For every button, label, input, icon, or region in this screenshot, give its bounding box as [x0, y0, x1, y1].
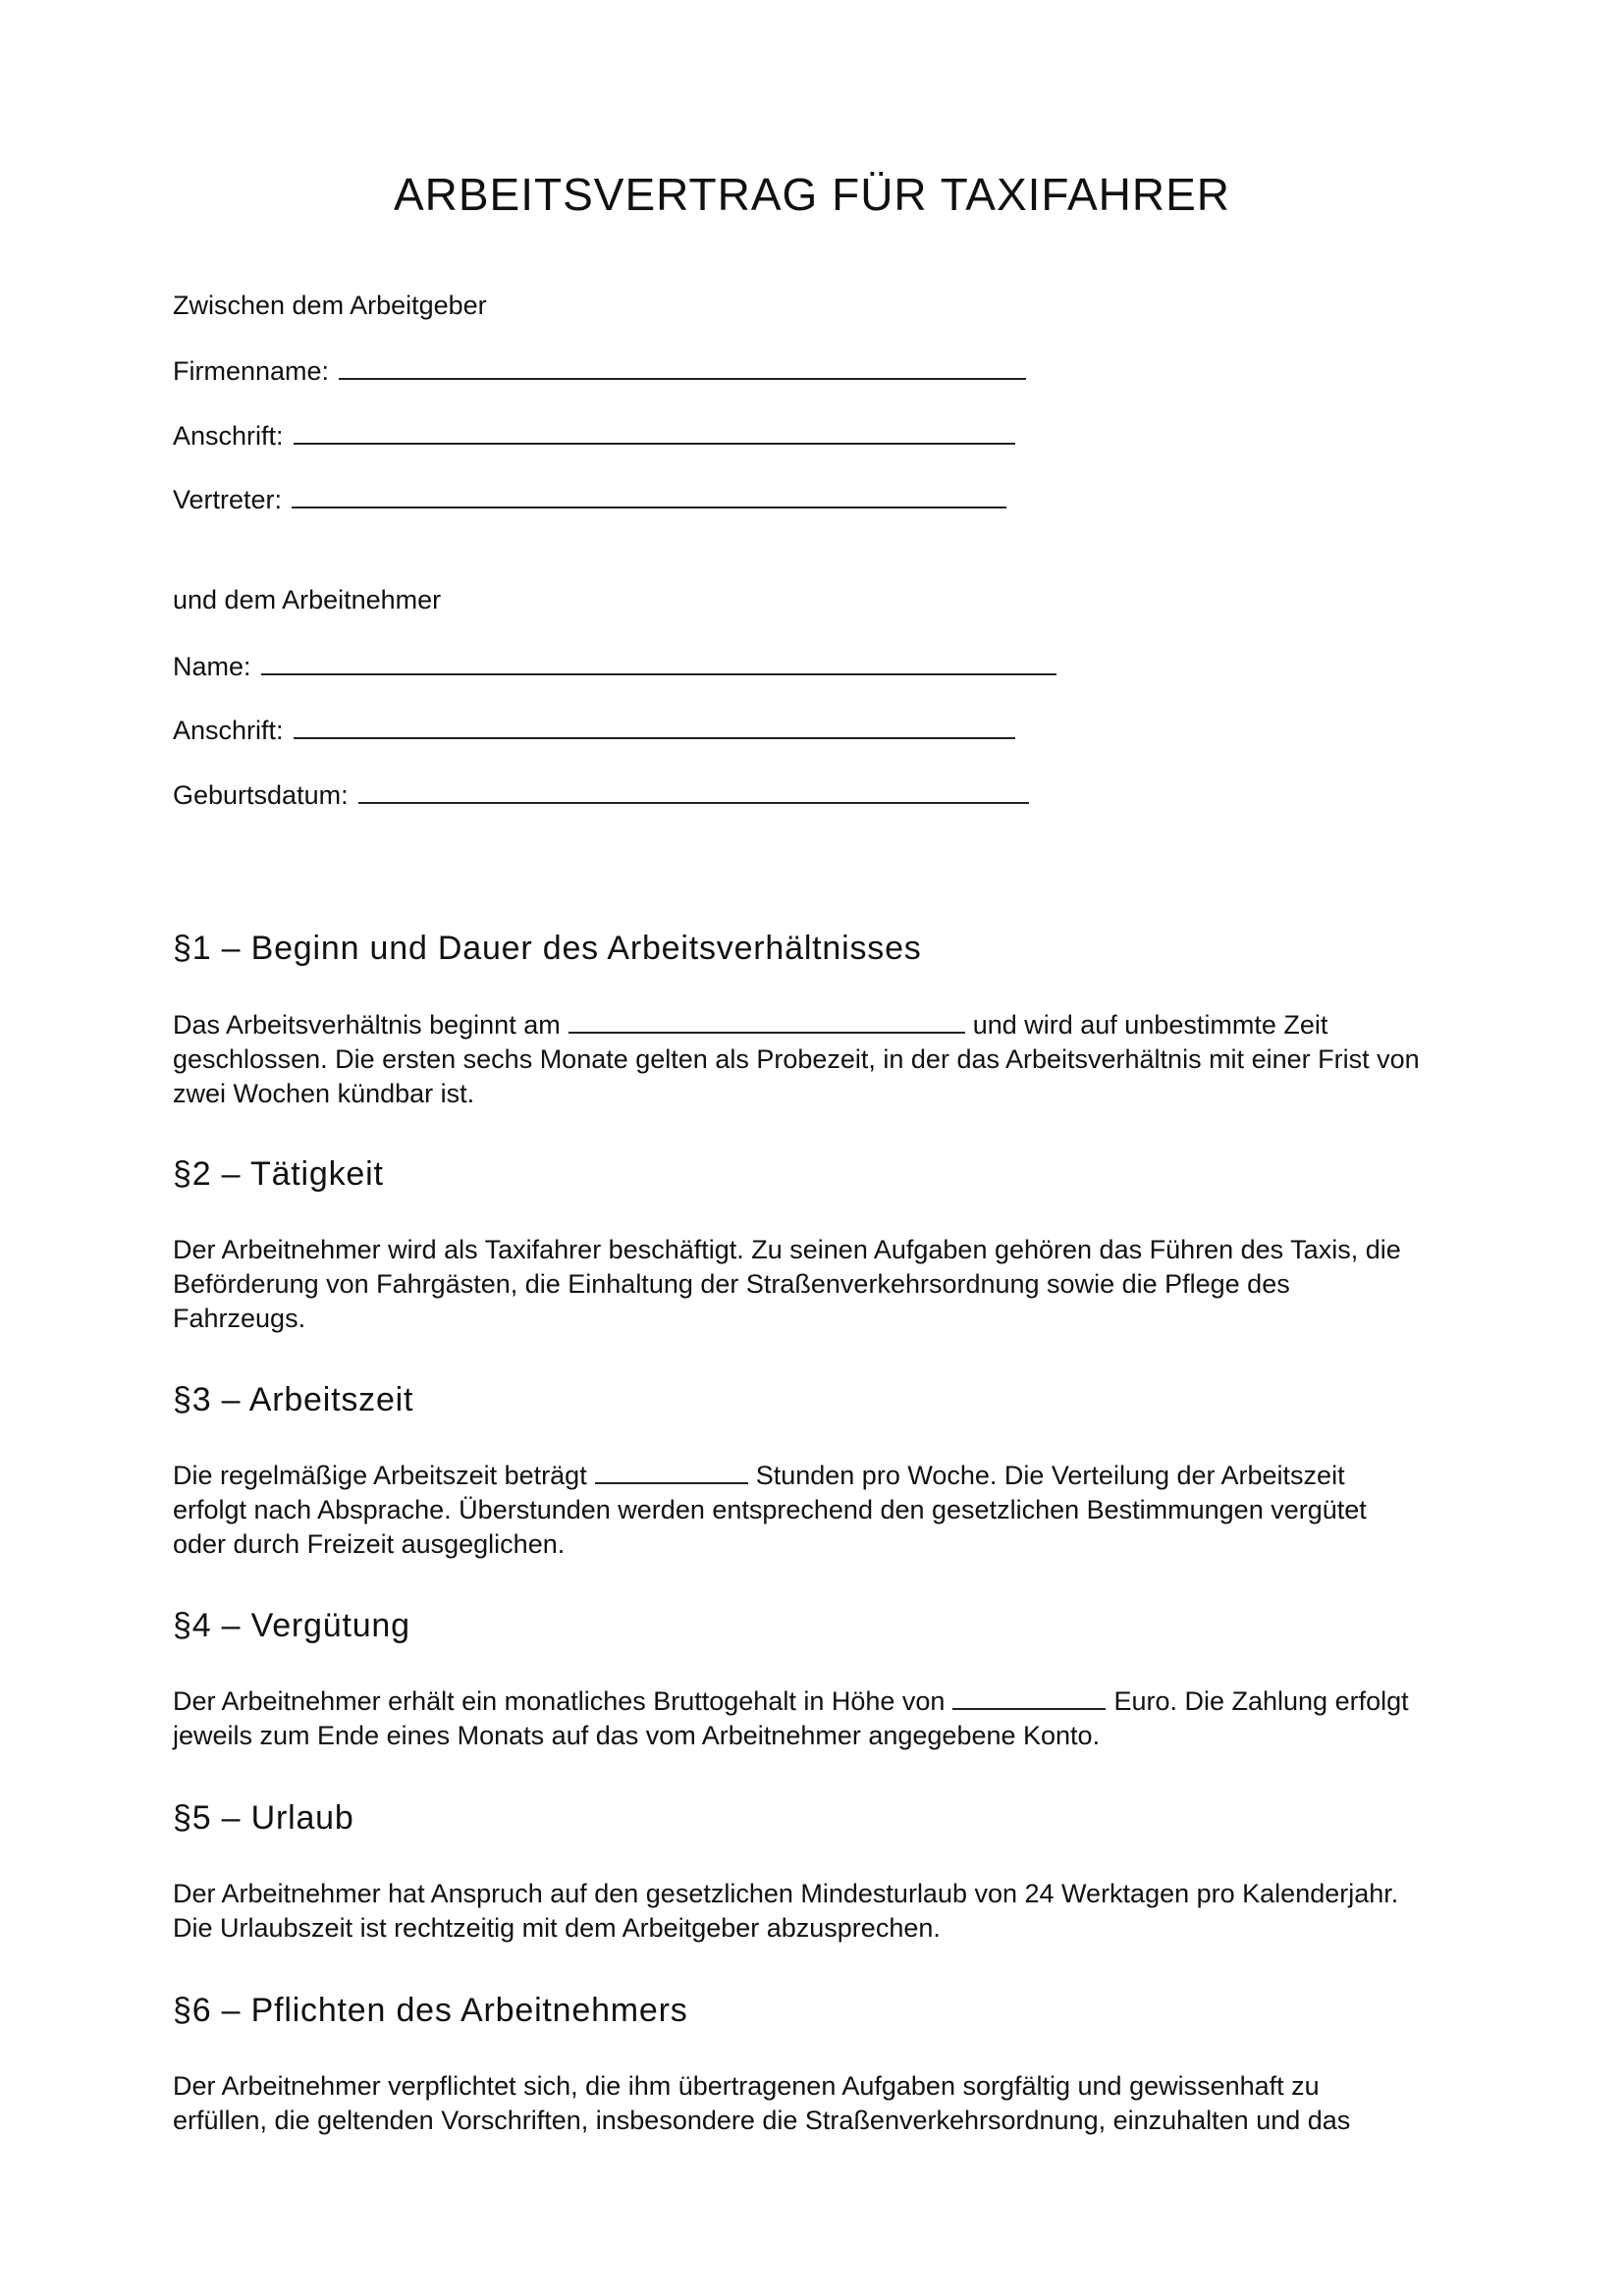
section-5-line-2: Die Urlaubszeit ist rechtzeitig mit dem Arbeitgeber abzusprechen. [173, 1913, 941, 1943]
employer-representative-row [173, 481, 1006, 516]
company-field[interactable] [339, 352, 1026, 380]
section-6-text [173, 2069, 1489, 2138]
section-4-line-1 [173, 1684, 1489, 1719]
section-1-line-1b: und wird auf unbestimmte Zeit [972, 1010, 1328, 1040]
employee-name-row [173, 648, 1056, 683]
section-4-line-1b: Euro. Die Zahlung erfolgt [1113, 1686, 1409, 1716]
section-6-line-2: erfüllen, die geltenden Vorschriften, insbesondere die Straßenverkehrsordnung, einzuhalten und das [173, 2106, 1351, 2135]
section-1-line-3: zwei Wochen kündbar ist. [173, 1079, 475, 1108]
section-3-line-1b: Stunden pro Woche. Die Verteilung der Arbeitszeit [755, 1461, 1345, 1490]
section-3-heading: §3 – Arbeitszeit [173, 1381, 414, 1418]
start-date-field[interactable] [568, 1008, 965, 1034]
employee-address-label: Anschrift: [173, 716, 284, 745]
employer-address-label: Anschrift: [173, 421, 284, 451]
section-2-text [173, 1233, 1489, 1336]
section-3-line-2: erfolgt nach Absprache. Überstunden werden entsprechend den gesetzlichen Bestimmungen vergütet [173, 1495, 1367, 1524]
section-2-line-2: Beförderung von Fahrgästen, die Einhaltung der Straßenverkehrsordnung sowie die Pflege des [173, 1269, 1290, 1299]
section-3-text [173, 1459, 1489, 1562]
document-title: ARBEITSVERTRAG FÜR TAXIFAHRER [393, 169, 1231, 220]
section-4-heading: §4 – Vergütung [173, 1607, 410, 1644]
section-4-line-2: jeweils zum Ende eines Monats auf das vom Arbeitnehmer angegebene Konto. [173, 1721, 1101, 1750]
section-1-line-1a: Das Arbeitsverhältnis beginnt am [173, 1010, 561, 1040]
name-field[interactable] [261, 648, 1056, 675]
birthdate-label: Geburtsdatum: [173, 780, 349, 810]
section-1-line-1 [173, 1008, 1489, 1042]
representative-field[interactable] [292, 481, 1006, 508]
hours-field[interactable] [595, 1459, 748, 1484]
company-label: Firmenname: [173, 356, 330, 386]
section-1-heading: §1 – Beginn und Dauer des Arbeitsverhältnisses [173, 930, 922, 967]
section-2-line-1: Der Arbeitnehmer wird als Taxifahrer beschäftigt. Zu seinen Aufgaben gehören das Führen des Taxis, die [173, 1235, 1401, 1264]
employer-company-row [173, 352, 1026, 388]
section-5-heading: §5 – Urlaub [173, 1799, 354, 1837]
section-3-line-1a: Die regelmäßige Arbeitszeit beträgt [173, 1461, 587, 1490]
section-4-text [173, 1684, 1489, 1753]
employee-intro: und dem Arbeitnehmer [173, 585, 442, 614]
employer-address-row [173, 417, 1015, 453]
employee-address-field[interactable] [294, 712, 1015, 739]
representative-label: Vertreter: [173, 485, 283, 514]
section-1-text [173, 1008, 1489, 1111]
employer-intro: Zwischen dem Arbeitgeber [173, 291, 487, 320]
section-4-line-1a: Der Arbeitnehmer erhält ein monatliches Bruttogehalt in Höhe von [173, 1686, 946, 1716]
section-2-heading: §2 – Tätigkeit [173, 1155, 384, 1193]
birthdate-field[interactable] [358, 776, 1029, 804]
section-6-line-1: Der Arbeitnehmer verpflichtet sich, die ihm übertragenen Aufgaben sorgfältig und gewissenhaft zu [173, 2071, 1320, 2101]
section-3-line-3: oder durch Freizeit ausgeglichen. [173, 1529, 566, 1559]
section-5-line-1: Der Arbeitnehmer hat Anspruch auf den gesetzlichen Mindesturlaub von 24 Werktagen pro Kalenderjahr. [173, 1879, 1399, 1908]
section-1-line-2: geschlossen. Die ersten sechs Monate gelten als Probezeit, in der das Arbeitsverhältnis mit einer Frist von [173, 1044, 1420, 1074]
salary-field[interactable] [952, 1684, 1106, 1710]
name-label: Name: [173, 652, 251, 681]
employer-address-field[interactable] [294, 417, 1015, 445]
employee-birthdate-row [173, 776, 1029, 812]
employee-address-row [173, 712, 1015, 747]
section-3-line-1 [173, 1459, 1489, 1493]
section-5-text [173, 1877, 1489, 1946]
section-6-heading: §6 – Pflichten des Arbeitnehmers [173, 1992, 688, 2029]
section-2-line-3: Fahrzeugs. [173, 1304, 306, 1333]
